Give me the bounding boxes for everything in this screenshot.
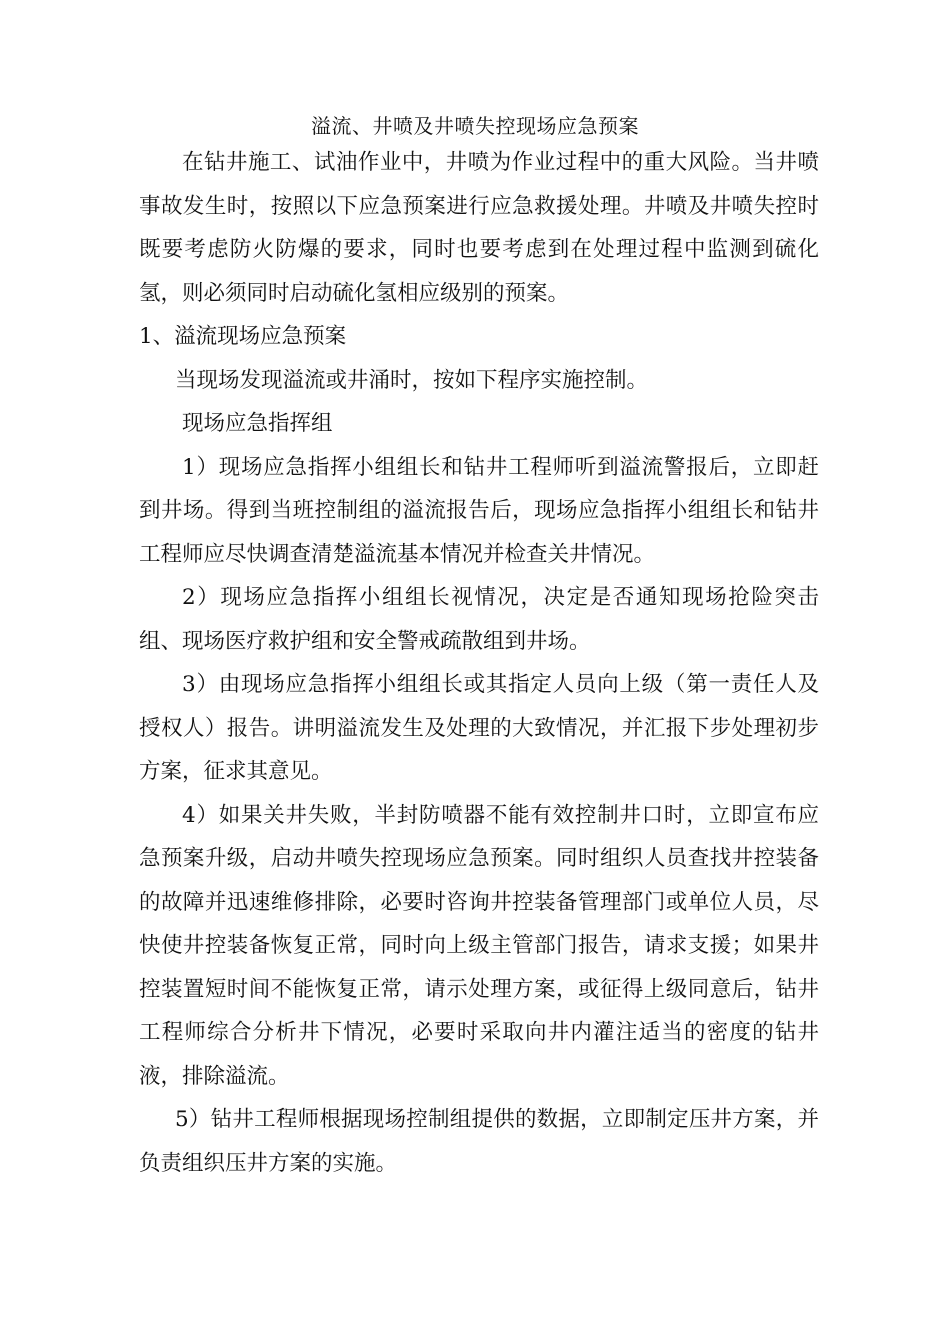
section-1-lead: 当现场发现溢流或井涌时，按如下程序实施控制。 xyxy=(175,367,649,393)
step-paragraph-1: 1）现场应急指挥小组组长和钻井工程师听到溢流警报后，立即赶到井场。得到当班控制组的溢流报告后，现场应急指挥小组组长和钻井工程师应尽快调查清楚溢流基本情况并检查关井情况。 xyxy=(139,454,819,567)
step-paragraph-5: 5）钻井工程师根据现场控制组提供的数据，立即制定压井方案，并负责组织压井方案的实施。 xyxy=(139,1107,819,1176)
step-paragraph-3: 3）由现场应急指挥小组组长或其指定人员向上级（第一责任人及授权人）报告。讲明溢流发生及处理的大致情况，并汇报下步处理初步方案，征求其意见。 xyxy=(139,672,819,784)
group-heading: 现场应急指挥组 xyxy=(182,411,333,436)
step-paragraph-4: 4）如果关井失败，半封防喷器不能有效控制井口时，立即宣布应急预案升级，启动井喷失控现场应急预案。同时组织人员查找井控装备的故障并迅速维修排除，必要时咨询井控装备管理部门或单位人员，尽快使井控装备恢复正常，同时向上级主管部门报告，请求支援；如果井控装置短时间不能恢复正常，请示处理方案，或征得上级同意后，钻井工程师综合分析井下情况，必要时采取向井内灌注适当的密度的钻井液，排除溢流。 xyxy=(139,802,819,1089)
intro-paragraph: 在钻井施工、试油作业中，井喷为作业过程中的重大风险。当井喷事故发生时，按照以下应急预案进行应急救援处理。井喷及井喷失控时既要考虑防火防爆的要求，同时也要考虑到在处理过程中监测到硫化氢，则必须同时启动硫化氢相应级别的预案。 xyxy=(139,150,819,306)
document-body xyxy=(139,141,819,1185)
document-title: 溢流、井喷及井喷失控现场应急预案 xyxy=(311,114,639,138)
step-paragraph-2: 2）现场应急指挥小组组长视情况，决定是否通知现场抢险突击组、现场医疗救护组和安全警戒疏散组到井场。 xyxy=(139,585,819,654)
section-1-heading: 1、溢流现场应急预案 xyxy=(139,324,347,349)
